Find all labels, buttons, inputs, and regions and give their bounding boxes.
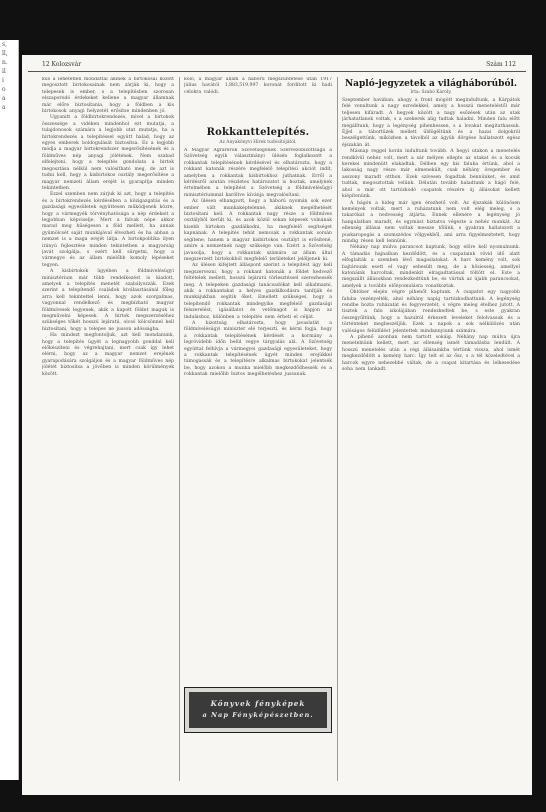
article-title: Napló-jegyzetek a világháborúból.: [344, 79, 518, 89]
article-body: [184, 148, 332, 676]
continued-article: [184, 77, 332, 121]
article-byline: Irta: Szabó Károly.: [410, 90, 452, 95]
paragraph: koló, a magyar állam a háború megszüntetése után 1917 július havától 1,883,519,997 koronát fordított ki hadi célokra valódi.: [184, 77, 332, 95]
edge-fragment: o: [2, 86, 6, 93]
paragraph: kus a lehetetlen mondattal akinek a birtokosai között megosztott birtokosainak nem zárják ki, hogy a telepesek is ember, s a telepítésben szorosan elszaporodó érdekeket kellene a magyar államnak már előre biztosítania, hogy a földben a kis birtokosok anyagi helyzetét erősítse mindenben jó.: [42, 77, 174, 115]
advertisement-line: a Nap Fényképészetben.: [202, 711, 314, 719]
paragraph: A kisbirtokok ügyében a földmívelésügyi minisztérium már több rendelkezést is kiadott, amelyek a telepítés menetét szabályozzák. Ezek szerint a telepítendő családok kiválasztásánál főleg arra kell tekintettel lenni, hogy azok szorgalmas, vagyonnal rendelkező és megbízható magyar földmívesek legyenek, akik a kapott földet maguk is megművelni képesek. A birtok megszerzéséhez szükséges tőkét hosszú lejáratú, olcsó kölcsönnel kell biztosítani, hogy a telepes ne jusson adósságba.: [42, 269, 174, 332]
advertisement-panel: [189, 692, 327, 728]
issue-number: Szám 112: [486, 61, 516, 68]
paragraph: Október elején végre pihenőt kaptunk. A csapatot egy nagyobb faluba vezényelték, ahol néhány napig tartózkodhattunk. A legénység rendbe hozta ruházatát és fegyverzetét, s végre meleg ételhez jutott. A tisztek a falu iskolájában rendezkedtek be, s este gyakran összegyűltünk, hogy a hazulról érkezett leveleket felolvassuk és a történteket megbeszéljük. Ezek a napok a sok nélkülözés után valóságos felüdülést jelentettek mindannyiunk számára.: [342, 290, 520, 334]
column-middle: [184, 77, 332, 781]
paragraph: A Magyar Agrárerők Szövetségének Szervezőbizottsága a Szövetség egyik választmányi ülésén foglalkozott a rokkantak telepítésének kérdésével és elhatározta, hogy a rokkant katonák részére megfelelő telepítési akciót indít, amelyben a rokkantak kisbirtokhoz juthatnak. Erről a kérdésről azután részletes határozatot is hoztak, amelynek értelmében a telepítést a Szövetség a földmívelésügyi minisztériummal karöltve kívánja megvalósítani.: [184, 148, 332, 198]
column-rule: [179, 77, 180, 781]
edge-fragment: i: [2, 77, 4, 84]
advertisement-line: Könyvek fényképek: [210, 699, 306, 708]
previous-page-edge: [0, 40, 19, 780]
paragraph: Szeptember havában, ahogy a front mögött megindultunk, a Kárpátok felé vonultunk a nagy ezredekkel, amely a hosszú meneteléstől már teljesen kifáradt. A hegyek között a nagy esőzések után az utak járhatatlanok voltak, s a szekerek alig tudtak haladni. Minden falu előtt megálltunk, hogy a legénység pihenhessen, s a lovakat megitathassuk. Éjjel a tábortüzek mellett üldögéltünk és a hazai dolgokról beszélgettünk, miközben a távolból az ágyúk dörgése hallatszott egész éjszakán át.: [342, 98, 520, 148]
article-title: Rokkanttelepítés.: [206, 127, 310, 138]
paragraph: Az ülésen elhangzott, hogy a háború nyomán sok ezer ember vált munkaképtelenné, akiknek megélhetését biztosítani kell. A rokkantak nagy része a földmíves osztályból került ki, és azok közül sokan képesek volnának kisebb birtokon gazdálkodni, ha megfelelő segítséget kapnának. A telepítés tehát nemcsak a rokkantak sorsán segítene, hanem a magyar kisbirtokos osztályt is erősítené, amire a nemzetnek nagy szüksége van. Ezért a Szövetség javasolja, hogy a rokkantak számára az állam által megszerzett birtokokból megfelelő területeket jelöljenek ki.: [184, 199, 332, 262]
edge-fragment: il: [2, 68, 6, 75]
paragraph: Néhány nap múlva parancsot kaptunk, hogy előre kell nyomulnunk. A támadás hajnalban kezdődött, és a csapataink rövid idő alatt elfoglalták a szemben lévő magaslatokat. A harc kemény volt, sok bajtársunk esett el vagy sebesült meg, de a hősiesség, amellyel katonáink harcoltak, mindenkit elragadtatással töltött el. Este a megszállt állásokban rendezkedtünk be, és vártuk az újabb parancsokat, amelyek a további előnyomulásra vonatkoztak.: [342, 245, 520, 289]
paragraph: Ezzel szemben nem zárjuk ki azt, hogy a telepítés és a birtokrendezés kérdésében a közigazgatás és a gazdasági egyesületek együttesen működjenek közre, hogy a vármegyék törvényhatósága a nép érdekeit a legjobban képviselje. Mert a falvak népe akkor marad meg hűségesen a föld mellett, ha annak gyümölcsét saját munkájával élvezheti és ha abban a nemzet is a maga erejét látja. A birtokpolitika ilyen irányú fejlesztése minden tekintetben a magyarság javát szolgálja, s ezért kell sürgetni, hogy a vármegye és az állam mielőbb komoly lépéseket tegyen.: [42, 192, 174, 268]
page-number: 12 Kolozsvár: [42, 61, 82, 68]
edge-fragment: s,: [2, 41, 7, 48]
paragraph: A pihenő azonban nem tartott sokáig. Néhány nap múlva újra menetelnünk kellett, mert az ellenség ismét támadásba lendült. A hosszú menetelés után a régi állásainkba tértünk vissza, ahol ismét megkezdődött a kemény harc. Így telt el az ősz, s a tél közeledtével a harcok egyre nehezebbé váltak, de a csapat kitartása és lelkesedése soha nem lankadt.: [342, 335, 520, 373]
paragraph: Az ülésen kifejtett álláspont szerint a telepítést úgy kell megszervezni, hogy a rokkant katonák a földet kedvező feltételek mellett, hosszú lejáratú törlesztéssel szerezhessék meg. A telepeken gazdasági tanácsadókat kell alkalmazni, akik a rokkantakat a helyes gazdálkodásra tanítják és munkájukban segítik őket. Emellett szükséges, hogy a telepítendő rokkantak mindegyike megfelelő gazdasági felszerelést, igásállatot és vetőmagot is kapjon az induláshoz, különben a telepítés nem érheti el célját.: [184, 263, 332, 320]
paragraph: Másnap reggel korán indultunk tovább. A hegyi utakon a menetelés rendkívül nehéz volt, mert a sár mélyen ellepte az utakat és a kocsik kerekei mindenütt elakadtak. Délben egy kis faluba értünk, ahol a lakosság nagy része már elmenekült, csak néhány öregember és asszony maradt otthon. Ezek szívesen fogadtak bennünket, és amit tudtak, megosztottak velünk. Délután tovább haladtunk a hágó felé, ahol a már ott tartózkodó csapatok részére új állásokat kellett kiépítenünk.: [342, 149, 520, 200]
column-right: [342, 77, 520, 781]
paragraph: Ha mindezt megfontoljuk, azt kell mondanunk, hogy a telepítés ügyét a legnagyobb gonddal kell előkészíteni és végrehajtani, mert csak így lehet elérni, hogy az a magyar nemzet erejének gyarapodására szolgáljon és a magyar földműves nép jólétét biztosítsa a jövőben is minden körülmények között.: [42, 333, 174, 377]
edge-fragment: a: [2, 104, 6, 111]
column-rule: [337, 77, 338, 781]
edge-fragment: n.: [2, 59, 8, 66]
newspaper-page: [22, 55, 532, 795]
paragraph: Ugyanitt a földbirtokrendezés, mivel a birtokok összessége a vidéken mindenhol ezt mutatja, a tulajdonosok számára a legjobb utat mutatja, ha a birtokrendezés a telepítéssel együtt halad, hogy az egyes emberek boldogulását biztosítsa. Ez a legjobb módja a magyar birtokrendszer megerősítésének és a földműves nép anyagi jólétének. Nem szabad elfelejteni, hogy a telepítés gondolata a birtok megosztása nélkül nem valósítható meg, de azt is tudni kell, hogy a kisbirtokos osztály megerősítése a magyar nemzeti állam erejét is gyarapítja minden tekintetben.: [42, 115, 174, 191]
paragraph: A hágón a hideg már igen érezhető volt. Az éjszakák különösen kemények voltak, mert a ruházatunk nem volt elég meleg, s a takarókat a nedvesség átjárta. Ennek ellenére a legénység jó hangulatban maradt, és egymást biztatva végezte a nehéz munkát. Az ellenség állásai nem voltak messze tőlünk, s gyakran hallatszott a puskaropogás a szomszédos völgyekből, ami arra figyelmeztetett, hogy mindig résen kell lennünk.: [342, 200, 520, 244]
edge-fragment: ll,: [2, 50, 8, 57]
paragraph: A bizottság elhatározta, hogy javaslatát a földmívelésügyi miniszter elé terjeszti, és kérni fogja, hogy a rokkantak telepítésének kérdését a kormány a legrövidebb időn belül vegye tárgyalás alá. A Szövetség egyúttal felhívja a vármegyei gazdasági egyesületeket, hogy a rokkantak telepítésének ügyét minden erejükkel támogassák és a telepítésre alkalmas birtokokat jelentsék be, hogy azokon a munka mielőbb megkezdődhessék és a rokkantak mielőbb biztos megélhetéshez jussanak.: [184, 320, 332, 378]
column-left: [42, 77, 174, 781]
advertisement-box: [184, 687, 332, 733]
page-header: [28, 59, 526, 72]
article-subtitle: Az Anyakönyvi Hírek tudósítójától.: [219, 140, 297, 145]
edge-fragment: a: [2, 95, 6, 102]
